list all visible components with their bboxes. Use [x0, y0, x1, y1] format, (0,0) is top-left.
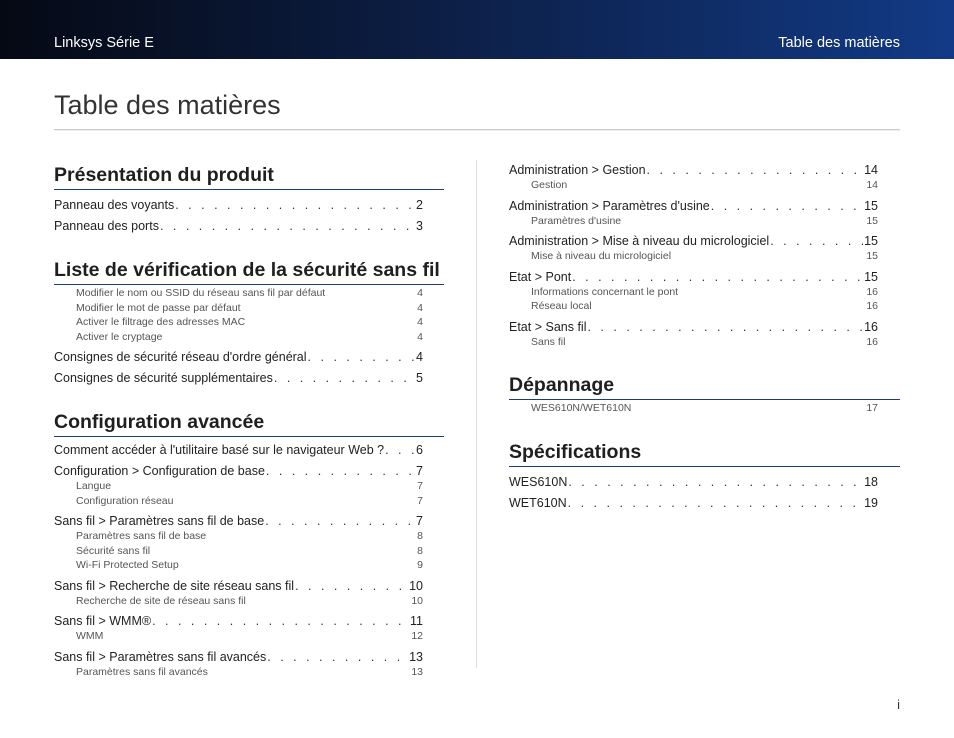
toc-subentry[interactable] [509, 335, 878, 350]
toc-page-number: 4 [417, 330, 423, 343]
dot-leader [152, 614, 409, 629]
toc-entry[interactable] [509, 270, 878, 285]
toc-subentry[interactable] [509, 285, 878, 300]
toc-page-number: 13 [411, 665, 423, 678]
toc-entry[interactable] [509, 199, 878, 214]
toc-page-number: 7 [417, 480, 423, 492]
toc-subentry-text: Paramètres sans fil avancés [76, 665, 208, 678]
toc-entry-text: Administration > Gestion [509, 163, 646, 177]
toc-entry-text: Comment accéder à l'utilitaire basé sur le navigateur Web ? [54, 443, 385, 457]
dot-leader [568, 496, 863, 511]
toc-page-number: 7 [416, 514, 423, 528]
toc-entry-text: Sans fil > Paramètres sans fil de base [54, 514, 265, 528]
toc-page-number: 19 [864, 495, 878, 510]
toc-page-number: 14 [864, 163, 878, 177]
toc-entry[interactable] [509, 163, 878, 178]
dot-leader [274, 371, 415, 386]
header-section-name: Table des matières [778, 35, 900, 51]
toc-entry-text: Etat > Sans fil [509, 319, 587, 334]
toc-subentry-text: Langue [76, 480, 112, 492]
toc-subentry[interactable] [509, 299, 878, 314]
toc-page-number: 13 [409, 649, 423, 664]
toc-entry[interactable] [509, 320, 878, 335]
toc-entry-text: Etat > Pont [509, 269, 572, 284]
section-title-specifications: Spécifications [509, 440, 900, 467]
toc-entry-text: Sans fil > Recherche de site réseau sans fil [54, 578, 295, 593]
toc-subentry[interactable] [54, 479, 423, 494]
toc-entry[interactable] [54, 650, 423, 665]
toc-page-number: 5 [416, 371, 423, 385]
toc-entry-text: Panneau des ports [54, 219, 159, 233]
toc-page-number: 8 [417, 544, 423, 557]
dot-leader [295, 579, 408, 594]
toc-entry[interactable] [54, 614, 423, 629]
toc-page-number: 15 [864, 269, 878, 284]
toc-subentry-text: Recherche de site de réseau sans fil [76, 594, 246, 607]
toc-page-number: 14 [866, 179, 878, 191]
toc-subentry-text: Mise à niveau du micrologiciel [531, 250, 672, 262]
toc-entry[interactable] [509, 475, 878, 490]
toc-entry-text: WET610N [509, 495, 567, 510]
toc-page-number: 16 [866, 285, 878, 298]
toc-subentry[interactable] [54, 558, 423, 573]
toc-entry-text: Administration > Paramètres d'usine [509, 198, 710, 213]
toc-page-number: 15 [864, 234, 878, 248]
toc-entry-text: Sans fil > WMM® [54, 614, 152, 628]
toc-subentry[interactable] [54, 665, 423, 680]
dot-leader [572, 270, 863, 285]
toc-subentry-text: WMM [76, 630, 104, 642]
section-title-advanced-config: Configuration avancée [54, 410, 444, 437]
toc-entry-text: Consignes de sécurité supplémentaires [54, 371, 273, 385]
toc-entry[interactable] [54, 443, 423, 458]
dot-leader [267, 650, 408, 665]
toc-subentry-text: Activer le cryptage [76, 330, 163, 343]
toc-page-number: 7 [417, 494, 423, 507]
toc-page-number: 15 [866, 250, 878, 262]
page-title: Table des matières [54, 90, 281, 120]
toc-entry-text: Administration > Mise à niveau du micrologiciel [509, 234, 770, 248]
section-title-security-checklist: Liste de vérification de la sécurité sans fil [54, 258, 444, 285]
toc-entry[interactable] [54, 579, 423, 594]
toc-page-number: 18 [864, 474, 878, 489]
toc-entry[interactable] [54, 464, 423, 479]
section-title-presentation: Présentation du produit [54, 163, 444, 190]
toc-subentry-text: Sans fil [531, 335, 566, 348]
dot-leader [385, 443, 415, 458]
toc-page-number: 8 [417, 530, 423, 542]
toc-subentry[interactable] [509, 401, 878, 416]
toc-subentry-text: Paramètres d'usine [531, 214, 622, 227]
toc-page-number: 3 [416, 219, 423, 233]
dot-leader [175, 198, 415, 213]
header-bar [0, 0, 954, 59]
toc-subentry[interactable] [54, 544, 423, 559]
toc-page-number: 7 [416, 464, 423, 478]
toc-subentry-text: Gestion [531, 179, 568, 191]
toc-page-number: 17 [866, 402, 878, 414]
dot-leader [587, 320, 863, 335]
dot-leader [265, 514, 415, 529]
toc-subentry[interactable] [509, 249, 878, 264]
title-divider [54, 129, 900, 131]
toc-page-number: 6 [416, 443, 423, 457]
toc-page-number: 15 [864, 198, 878, 213]
toc-subentry[interactable] [54, 330, 423, 345]
toc-subentry[interactable] [54, 594, 423, 609]
toc-entry-text: WES610N [509, 474, 568, 489]
dot-leader [770, 234, 863, 249]
dot-leader [308, 350, 416, 365]
page-number: i [897, 697, 900, 712]
toc-subentry[interactable] [54, 301, 423, 316]
dot-leader [711, 199, 863, 214]
toc-subentry-text: WES610N/WET610N [531, 402, 632, 414]
toc-right-column [509, 163, 878, 511]
toc-entry[interactable] [509, 496, 878, 511]
toc-page-number: 12 [411, 630, 423, 642]
toc-subentry-text: Activer le filtrage des adresses MAC [76, 316, 246, 328]
toc-page-number: 10 [411, 594, 423, 607]
toc-entry[interactable] [54, 350, 423, 365]
toc-entry[interactable] [54, 371, 423, 386]
toc-subentry-text: Sécurité sans fil [76, 544, 151, 557]
toc-page-number: 9 [417, 559, 423, 571]
toc-page-number: 4 [417, 301, 423, 314]
toc-subentry-text: Paramètres sans fil de base [76, 530, 207, 542]
toc-page-number: 2 [416, 198, 423, 212]
toc-page-number: 11 [410, 614, 423, 628]
toc-subentry[interactable] [509, 178, 878, 193]
toc-subentry[interactable] [54, 315, 423, 330]
toc-subentry[interactable] [509, 214, 878, 229]
toc-entry[interactable] [54, 198, 423, 213]
toc-entry[interactable] [509, 234, 878, 249]
toc-subentry[interactable] [54, 494, 423, 509]
dot-leader [568, 475, 863, 490]
toc-entry-text: Configuration > Configuration de base [54, 464, 265, 478]
toc-entry-text: Panneau des voyants [54, 198, 175, 212]
toc-subentry[interactable] [54, 529, 423, 544]
toc-page-number: 4 [417, 287, 423, 299]
toc-subentry-text: Modifier le nom ou SSID du réseau sans fil par défaut [76, 287, 326, 299]
toc-subentry-text: Configuration réseau [76, 494, 174, 507]
column-divider [476, 160, 477, 668]
dot-leader [160, 219, 415, 234]
toc-subentry[interactable] [54, 286, 423, 301]
toc-entry[interactable] [54, 219, 423, 234]
toc-page-number: 16 [866, 335, 878, 348]
toc-subentry-text: Réseau local [531, 300, 592, 312]
dot-leader [266, 464, 415, 479]
dot-leader [647, 163, 864, 178]
section-title-troubleshooting: Dépannage [509, 373, 900, 400]
header-product-name: Linksys Série E [54, 35, 154, 51]
toc-page-number: 4 [417, 316, 423, 328]
toc-subentry[interactable] [54, 629, 423, 644]
toc-subentry-text: Informations concernant le pont [531, 285, 679, 298]
toc-entry-text: Sans fil > Paramètres sans fil avancés [54, 649, 267, 664]
toc-page-number: 4 [416, 350, 423, 364]
toc-page-number: 15 [866, 214, 878, 227]
toc-page-number: 16 [866, 300, 878, 312]
toc-left-column [54, 163, 440, 679]
toc-entry-text: Consignes de sécurité réseau d'ordre général [54, 350, 307, 364]
toc-page-number: 10 [409, 578, 423, 593]
toc-subentry-text: Wi-Fi Protected Setup [76, 559, 179, 571]
toc-page-number: 16 [864, 319, 878, 334]
toc-subentry-text: Modifier le mot de passe par défaut [76, 301, 241, 314]
toc-entry[interactable] [54, 514, 423, 529]
